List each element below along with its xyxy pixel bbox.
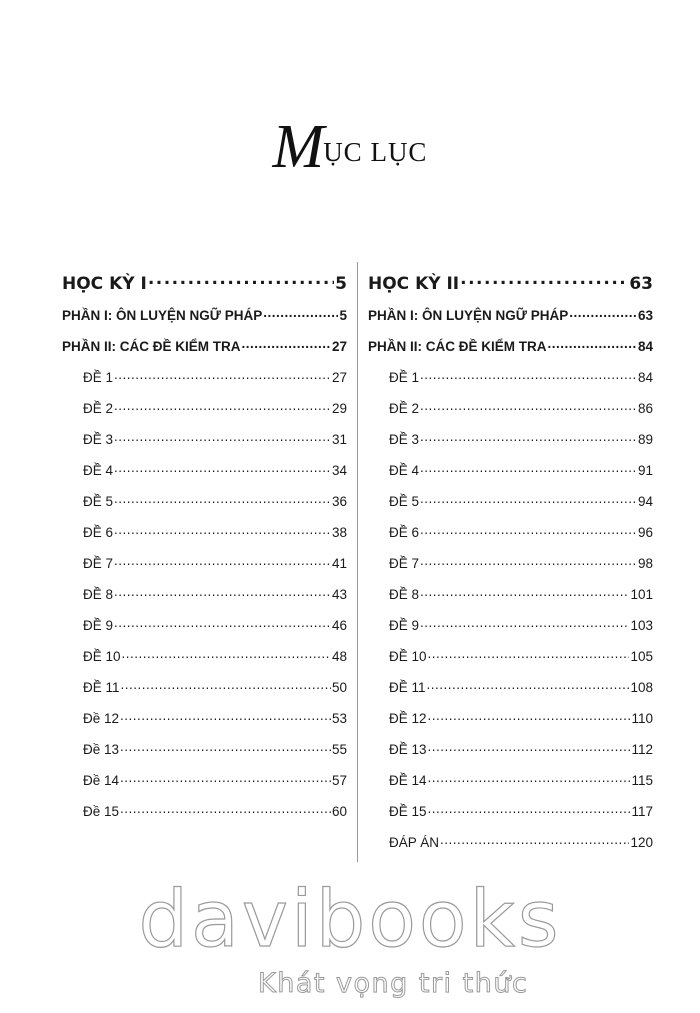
- toc-entry-label: Đề 13: [83, 741, 120, 757]
- toc-page-number: 31: [331, 431, 347, 447]
- toc-entry-list: [368, 368, 653, 864]
- toc-entry-list: [62, 368, 347, 833]
- toc-entry-label: PHẦN II: CÁC ĐỀ KIỂM TRA: [62, 338, 241, 354]
- toc-part[interactable]: [368, 306, 653, 337]
- toc-entry-label: ĐỀ 5: [389, 493, 420, 509]
- toc-entry[interactable]: [368, 833, 653, 864]
- watermark-slogan: Khát vọng tri thức: [258, 968, 529, 999]
- toc-part[interactable]: [62, 337, 347, 368]
- toc-page-number: 94: [637, 493, 653, 509]
- dot-leader: [420, 492, 637, 506]
- dot-leader: [120, 771, 331, 785]
- toc-entry[interactable]: [368, 430, 653, 461]
- dot-leader: [427, 678, 630, 692]
- page-title: [0, 112, 700, 183]
- toc-entry-label: ĐỀ 11: [389, 679, 426, 695]
- toc-entry-label: ĐỀ 4: [389, 462, 420, 478]
- toc-entry-label: ĐỀ 7: [389, 555, 420, 571]
- title-rest: ỤC LỤC: [323, 137, 428, 167]
- watermark-brand: davibooks: [138, 875, 562, 965]
- column-divider: [357, 262, 358, 862]
- dot-leader: [428, 647, 630, 661]
- toc-entry[interactable]: [368, 740, 653, 771]
- toc-page-number: 115: [631, 772, 653, 788]
- toc-page-number: 48: [331, 648, 347, 664]
- toc-entry-label: ĐỀ 2: [389, 400, 420, 416]
- toc-page-number: 38: [331, 524, 347, 540]
- dot-leader: [428, 771, 631, 785]
- toc-page-number: 60: [331, 803, 347, 819]
- toc-entry-label: HỌC KỲ I: [62, 274, 147, 294]
- toc-entry[interactable]: [368, 554, 653, 585]
- dot-leader: [114, 430, 331, 444]
- toc-entry-label: ĐỀ 3: [389, 431, 420, 447]
- toc-entry-label: ĐỀ 15: [389, 803, 427, 819]
- toc-page-number: 112: [631, 741, 653, 757]
- toc-page-number: 36: [331, 493, 347, 509]
- toc-page-number: 27: [331, 369, 347, 385]
- toc-entry[interactable]: [62, 616, 347, 647]
- toc-page-number: 84: [637, 369, 653, 385]
- dot-leader: [114, 492, 331, 506]
- toc-entry[interactable]: [368, 709, 653, 740]
- toc-entry-label: ĐỀ 13: [389, 741, 427, 757]
- toc-page-number: 34: [331, 462, 347, 478]
- dot-leader: [148, 272, 334, 289]
- toc-page-number: 103: [630, 617, 653, 633]
- toc-entry[interactable]: [62, 802, 347, 833]
- toc-page-number: 63: [629, 274, 653, 294]
- dot-leader: [120, 709, 331, 723]
- dot-leader: [420, 368, 637, 382]
- toc-entry-label: ĐỀ 10: [389, 648, 427, 664]
- toc-page-number: 57: [331, 772, 347, 788]
- toc-entry[interactable]: [62, 523, 347, 554]
- toc-entry-label: ĐỀ 9: [389, 617, 420, 633]
- toc-entry-label: ĐỀ 11: [83, 679, 120, 695]
- dot-leader: [428, 802, 631, 816]
- dot-leader: [569, 306, 637, 320]
- dot-leader: [420, 523, 637, 537]
- toc-page-number: 117: [631, 803, 653, 819]
- toc-entry[interactable]: [62, 399, 347, 430]
- toc-entry[interactable]: [62, 647, 347, 678]
- toc-page-number: 96: [637, 524, 653, 540]
- toc-entry[interactable]: [62, 461, 347, 492]
- toc-entry[interactable]: [62, 492, 347, 523]
- toc-page-number: 50: [331, 679, 347, 695]
- toc-entry-label: PHẦN I: ÔN LUYỆN NGỮ PHÁP: [62, 307, 263, 323]
- toc-entry-label: ĐỀ 3: [83, 431, 114, 447]
- toc-page-number: 98: [637, 555, 653, 571]
- toc-entry-label: ĐỀ 12: [389, 710, 427, 726]
- dot-leader: [460, 272, 628, 289]
- toc-page-number: 105: [630, 648, 653, 664]
- toc-entry[interactable]: [62, 554, 347, 585]
- toc-page-number: 5: [339, 307, 347, 323]
- toc-entry[interactable]: [368, 492, 653, 523]
- dot-leader: [114, 585, 331, 599]
- dot-leader: [428, 740, 631, 754]
- toc-entry-label: ĐỀ 4: [83, 462, 114, 478]
- toc-entry-label: ĐÁP ÁN: [389, 834, 440, 850]
- toc-column-right: [368, 272, 653, 864]
- toc-page-number: 27: [331, 338, 347, 354]
- toc-page-number: 46: [331, 617, 347, 633]
- toc-entry-label: Đề 14: [83, 772, 120, 788]
- dot-leader: [114, 616, 331, 630]
- toc-entry[interactable]: [368, 461, 653, 492]
- toc-entry[interactable]: [62, 709, 347, 740]
- toc-page-number: 55: [331, 741, 347, 757]
- toc-section-header[interactable]: [368, 272, 653, 306]
- dot-leader: [548, 337, 637, 351]
- toc-entry[interactable]: [368, 585, 653, 616]
- dot-leader: [114, 523, 331, 537]
- toc-page-number: 41: [331, 555, 347, 571]
- toc-entry[interactable]: [62, 740, 347, 771]
- toc-entry-label: ĐỀ 8: [389, 586, 420, 602]
- toc-page-number: 53: [331, 710, 347, 726]
- dot-leader: [120, 802, 331, 816]
- dot-leader: [114, 368, 331, 382]
- toc-entry-label: ĐỀ 7: [83, 555, 114, 571]
- dot-leader: [420, 461, 637, 475]
- toc-page-number: 43: [331, 586, 347, 602]
- toc-entry-label: HỌC KỲ II: [368, 274, 460, 294]
- dot-leader: [420, 554, 637, 568]
- toc-entry[interactable]: [368, 368, 653, 399]
- dot-leader: [420, 430, 637, 444]
- toc-entry-label: ĐỀ 1: [389, 369, 420, 385]
- dot-leader: [120, 740, 331, 754]
- toc-entry[interactable]: [368, 647, 653, 678]
- dot-leader: [420, 616, 629, 630]
- toc-entry[interactable]: [62, 771, 347, 802]
- toc-entry[interactable]: [62, 678, 347, 709]
- toc-entry-label: PHẦN I: ÔN LUYỆN NGỮ PHÁP: [368, 307, 569, 323]
- dot-leader: [114, 399, 331, 413]
- toc-entry[interactable]: [62, 368, 347, 399]
- title-initial: M: [272, 113, 326, 181]
- toc-page-number: 84: [637, 338, 653, 354]
- toc-page-number: 89: [637, 431, 653, 447]
- toc-entry-label: PHẦN II: CÁC ĐỀ KIỂM TRA: [368, 338, 547, 354]
- toc-entry[interactable]: [368, 678, 653, 709]
- toc-entry-label: ĐỀ 14: [389, 772, 427, 788]
- toc-entry-label: ĐỀ 6: [389, 524, 420, 540]
- toc-page-number: 5: [335, 274, 347, 294]
- toc-entry-label: ĐỀ 1: [83, 369, 114, 385]
- toc-page-number: 120: [630, 834, 653, 850]
- toc-page-number: 91: [637, 462, 653, 478]
- toc-entry-label: ĐỀ 2: [83, 400, 114, 416]
- toc-entry-label: ĐỀ 6: [83, 524, 114, 540]
- toc-entry[interactable]: [368, 771, 653, 802]
- toc-page-number: 110: [631, 710, 653, 726]
- toc-column-left: [62, 272, 347, 833]
- toc-entry[interactable]: [368, 523, 653, 554]
- toc-page-number: 101: [630, 586, 653, 602]
- toc-page-number: 86: [637, 400, 653, 416]
- dot-leader: [122, 647, 331, 661]
- dot-leader: [420, 585, 629, 599]
- toc-entry[interactable]: [368, 399, 653, 430]
- toc-entry[interactable]: [62, 585, 347, 616]
- toc-section-header[interactable]: [62, 272, 347, 306]
- toc-entry[interactable]: [368, 616, 653, 647]
- dot-leader: [263, 306, 338, 320]
- toc-entry-label: ĐỀ 5: [83, 493, 114, 509]
- toc-entry-label: Đề 12: [83, 710, 120, 726]
- toc-entry-label: ĐỀ 8: [83, 586, 114, 602]
- dot-leader: [114, 554, 331, 568]
- dot-leader: [420, 399, 637, 413]
- dot-leader: [428, 709, 631, 723]
- dot-leader: [121, 678, 331, 692]
- toc-page-number: 63: [637, 307, 653, 323]
- dot-leader: [114, 461, 331, 475]
- toc-entry-label: ĐỀ 10: [83, 648, 121, 664]
- toc-page-number: 29: [331, 400, 347, 416]
- toc-part[interactable]: [368, 337, 653, 368]
- dot-leader: [242, 337, 331, 351]
- toc-entry-label: Đề 15: [83, 803, 120, 819]
- dot-leader: [440, 833, 629, 847]
- toc-page-number: 108: [630, 679, 653, 695]
- toc-entry[interactable]: [368, 802, 653, 833]
- toc-entry[interactable]: [62, 430, 347, 461]
- toc-entry-label: ĐỀ 9: [83, 617, 114, 633]
- toc-part[interactable]: [62, 306, 347, 337]
